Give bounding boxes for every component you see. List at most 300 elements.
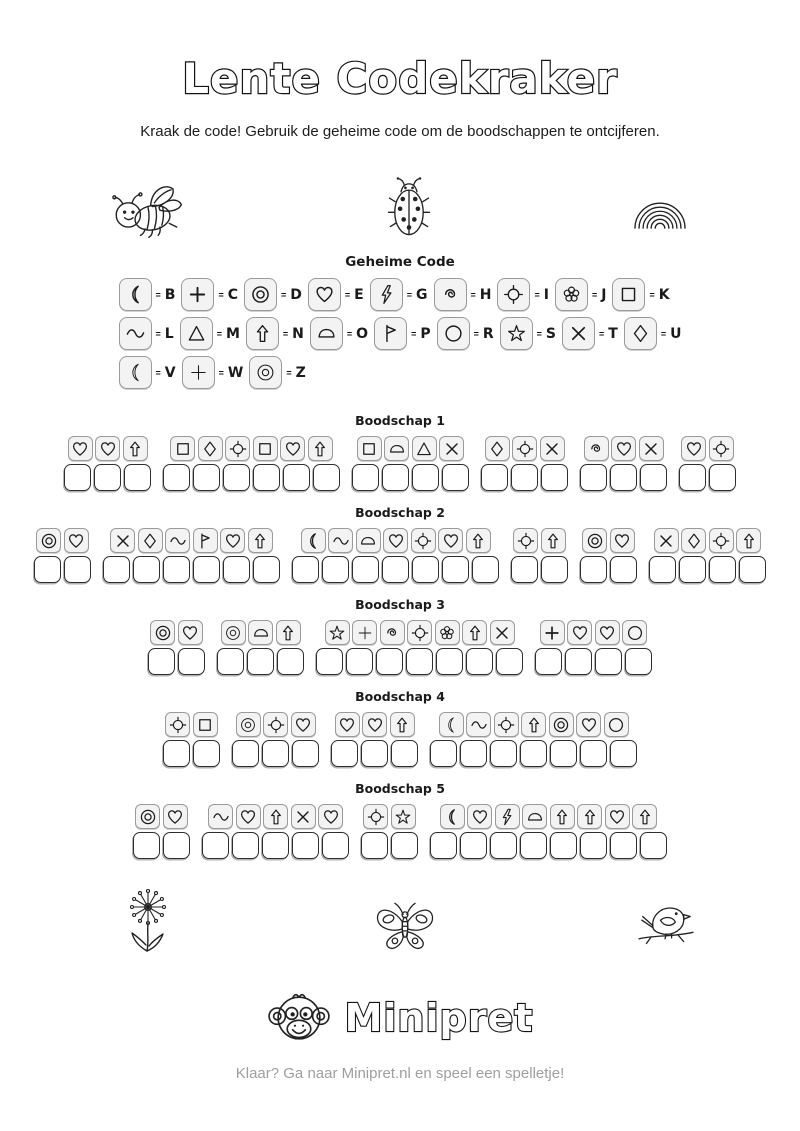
equals-sign: = — [155, 367, 161, 378]
message-section-3 — [0, 597, 800, 675]
answer-box[interactable] — [223, 556, 250, 583]
answer-boxes-row — [148, 648, 205, 675]
symbol-tile — [467, 804, 492, 829]
symbol-tile — [221, 620, 246, 645]
answer-box[interactable] — [103, 556, 130, 583]
symbol-tile — [709, 528, 734, 553]
answer-box[interactable] — [496, 648, 523, 675]
symbol-tile — [325, 620, 350, 645]
message-word — [535, 620, 652, 675]
answer-box[interactable] — [442, 464, 469, 491]
heart-icon — [614, 439, 634, 459]
square-icon — [173, 439, 193, 459]
message-word — [649, 528, 766, 583]
symbol-tile — [193, 528, 218, 553]
answer-box[interactable] — [595, 648, 622, 675]
butterfly-icon — [372, 894, 438, 953]
message-word — [148, 620, 205, 675]
symbol-tile — [612, 278, 645, 311]
message-row — [0, 436, 800, 491]
code-letter: S — [545, 325, 556, 342]
answer-box[interactable] — [580, 556, 607, 583]
answer-box[interactable] — [610, 740, 637, 767]
heart-icon — [607, 807, 627, 827]
answer-boxes-row — [511, 556, 568, 583]
circle-icon — [442, 322, 465, 345]
circle-icon — [625, 623, 645, 643]
footer-note: Klaar? Ga naar Minipret.nl en speel een spelletje! — [235, 1065, 565, 1082]
answer-box[interactable] — [178, 648, 205, 675]
code-letter: V — [164, 364, 176, 381]
symbol-tile — [198, 436, 223, 461]
symbol-tile — [119, 356, 152, 389]
answer-box[interactable] — [331, 740, 358, 767]
wave-icon — [168, 531, 188, 551]
cloud-icon — [251, 623, 271, 643]
dandelion-icon — [122, 885, 174, 961]
monkey-icon — [267, 989, 331, 1047]
bee-icon — [106, 174, 186, 241]
answer-box[interactable] — [316, 648, 343, 675]
answer-box[interactable] — [313, 464, 340, 491]
code-entry-G — [370, 278, 428, 311]
double-circle-thin-icon — [223, 623, 243, 643]
answer-box[interactable] — [64, 464, 91, 491]
answer-boxes-row — [430, 832, 667, 859]
arrow-up-icon — [635, 807, 655, 827]
message-word — [163, 436, 340, 491]
symbol-tile — [437, 317, 470, 350]
answer-box[interactable] — [253, 556, 280, 583]
top-decorations — [0, 168, 800, 246]
answer-box[interactable] — [430, 832, 457, 859]
message-word — [430, 712, 637, 767]
symbol-tiles-row — [357, 436, 465, 461]
equals-sign: = — [470, 289, 476, 300]
answer-box[interactable] — [94, 464, 121, 491]
answer-box[interactable] — [565, 648, 592, 675]
answer-box[interactable] — [541, 464, 568, 491]
symbol-tiles-row — [165, 712, 218, 737]
answer-box[interactable] — [640, 464, 667, 491]
crescent-icon — [303, 531, 323, 551]
symbol-tile — [555, 278, 588, 311]
symbol-tile — [540, 620, 565, 645]
answer-box[interactable] — [679, 556, 706, 583]
symbol-tile — [248, 620, 273, 645]
symbol-tile — [550, 804, 575, 829]
answer-box[interactable] — [382, 464, 409, 491]
answer-box[interactable] — [580, 464, 607, 491]
answer-box[interactable] — [481, 464, 508, 491]
code-letter: L — [164, 325, 174, 342]
answer-boxes-row — [352, 464, 469, 491]
symbol-tile — [64, 528, 89, 553]
circle-icon — [606, 715, 626, 735]
code-letter: T — [608, 325, 618, 342]
symbol-tile — [462, 620, 487, 645]
answer-box[interactable] — [262, 832, 289, 859]
message-section-1 — [0, 413, 800, 491]
equals-sign: = — [599, 328, 605, 339]
answer-box[interactable] — [412, 464, 439, 491]
symbol-tile — [263, 712, 288, 737]
crosshair-icon — [266, 715, 286, 735]
answer-box[interactable] — [133, 556, 160, 583]
answer-box[interactable] — [322, 832, 349, 859]
x-cross-icon — [567, 322, 590, 345]
symbol-tile — [654, 528, 679, 553]
answer-boxes-row — [481, 464, 568, 491]
symbol-tile — [709, 436, 734, 461]
answer-box[interactable] — [640, 832, 667, 859]
answer-box[interactable] — [541, 556, 568, 583]
symbol-tile — [439, 712, 464, 737]
heart-icon — [597, 623, 617, 643]
answer-box[interactable] — [361, 832, 388, 859]
symbol-tile — [138, 528, 163, 553]
answer-box[interactable] — [253, 464, 280, 491]
answer-box[interactable] — [490, 832, 517, 859]
answer-box[interactable] — [391, 740, 418, 767]
answer-box[interactable] — [232, 740, 259, 767]
symbol-tiles-row — [335, 712, 415, 737]
symbol-tile — [119, 317, 152, 350]
answer-box[interactable] — [163, 556, 190, 583]
rainbow-icon — [632, 182, 688, 232]
square-icon — [617, 283, 640, 306]
answer-boxes-row — [64, 464, 151, 491]
equals-sign: = — [660, 328, 667, 339]
equals-sign: = — [282, 328, 289, 339]
symbol-tile — [165, 528, 190, 553]
answer-box[interactable] — [442, 556, 469, 583]
square-icon — [255, 439, 275, 459]
answer-box[interactable] — [472, 556, 499, 583]
answer-box[interactable] — [511, 464, 538, 491]
answer-box[interactable] — [376, 648, 403, 675]
answer-box[interactable] — [292, 832, 319, 859]
symbol-tile — [135, 804, 160, 829]
answer-box[interactable] — [193, 464, 220, 491]
code-letter: H — [479, 286, 492, 303]
diamond-icon — [684, 531, 704, 551]
flower-icon — [560, 283, 583, 306]
message-row — [0, 712, 800, 767]
page-title: Lente Codekraker — [182, 54, 618, 103]
message-word — [511, 528, 568, 583]
answer-box[interactable] — [193, 740, 220, 767]
spiral-icon — [382, 623, 402, 643]
answer-box[interactable] — [649, 556, 676, 583]
symbol-tile — [248, 528, 273, 553]
symbol-tiles-row — [110, 528, 273, 553]
answer-box[interactable] — [709, 556, 736, 583]
answer-box[interactable] — [292, 740, 319, 767]
message-section-4 — [0, 689, 800, 767]
crosshair-icon — [366, 807, 386, 827]
lightning-icon — [497, 807, 517, 827]
symbol-tile — [595, 620, 620, 645]
answer-box[interactable] — [460, 832, 487, 859]
arrow-up-icon — [278, 623, 298, 643]
symbol-tile — [370, 278, 403, 311]
code-entry-Z — [249, 356, 305, 389]
spiral-icon — [439, 283, 462, 306]
symbol-tiles-row — [221, 620, 301, 645]
answer-box[interactable] — [124, 464, 151, 491]
symbol-tile — [253, 436, 278, 461]
code-entry-C — [181, 278, 238, 311]
x-cross-icon — [293, 807, 313, 827]
code-entry-M — [180, 317, 240, 350]
code-letter: M — [225, 325, 240, 342]
answer-box[interactable] — [163, 740, 190, 767]
symbol-tile — [540, 436, 565, 461]
answer-boxes-row — [316, 648, 523, 675]
answer-box[interactable] — [133, 832, 160, 859]
arrow-up-icon — [543, 531, 563, 551]
symbol-tile — [624, 317, 657, 350]
symbol-tile — [263, 804, 288, 829]
symbol-tile — [374, 317, 407, 350]
answer-box[interactable] — [520, 740, 547, 767]
equals-sign: = — [155, 289, 161, 300]
answer-box[interactable] — [511, 556, 538, 583]
equals-sign: = — [591, 289, 598, 300]
answer-box[interactable] — [535, 648, 562, 675]
message-word — [430, 804, 667, 859]
symbol-tile — [485, 436, 510, 461]
answer-boxes-row — [217, 648, 304, 675]
answer-box[interactable] — [163, 464, 190, 491]
lightning-icon — [375, 283, 398, 306]
heart-icon — [321, 807, 341, 827]
code-letter: E — [354, 286, 364, 303]
answer-box[interactable] — [739, 556, 766, 583]
answer-box[interactable] — [679, 464, 706, 491]
answer-box[interactable] — [202, 832, 229, 859]
symbol-tile — [178, 620, 203, 645]
answer-box[interactable] — [247, 648, 274, 675]
symbol-tile — [435, 620, 460, 645]
equals-sign: = — [218, 289, 224, 300]
answer-box[interactable] — [232, 832, 259, 859]
code-row-1 — [119, 278, 670, 311]
double-circle-icon — [551, 715, 571, 735]
spiral-icon — [586, 439, 606, 459]
code-entry-S — [500, 317, 556, 350]
crosshair-icon — [228, 439, 248, 459]
symbol-tile — [180, 317, 213, 350]
code-entry-N — [246, 317, 304, 350]
answer-boxes-row — [580, 556, 637, 583]
wave-icon — [124, 322, 147, 345]
heart-icon — [293, 715, 313, 735]
plus-thin-icon — [187, 361, 210, 384]
answer-box[interactable] — [352, 464, 379, 491]
double-circle-icon — [39, 531, 59, 551]
arrow-up-icon — [468, 531, 488, 551]
double-circle-thin-icon — [238, 715, 258, 735]
answer-box[interactable] — [322, 556, 349, 583]
answer-box[interactable] — [466, 648, 493, 675]
equals-sign: = — [281, 289, 287, 300]
message-word — [64, 436, 151, 491]
symbol-tile — [438, 528, 463, 553]
answer-box[interactable] — [352, 556, 379, 583]
code-letter: O — [356, 325, 369, 342]
crescent-icon — [442, 807, 462, 827]
symbol-tile — [110, 528, 135, 553]
symbol-tile — [440, 804, 465, 829]
answer-box[interactable] — [430, 740, 457, 767]
answer-boxes-row — [103, 556, 280, 583]
symbol-tile — [411, 528, 436, 553]
answer-boxes-row — [649, 556, 766, 583]
code-entry-O — [310, 317, 368, 350]
symbol-tile — [150, 620, 175, 645]
heart-icon — [570, 623, 590, 643]
symbol-tile — [541, 528, 566, 553]
answer-boxes-row — [163, 740, 220, 767]
equals-sign: = — [406, 289, 412, 300]
symbol-tile — [604, 712, 629, 737]
code-entry-J — [555, 278, 606, 311]
answer-box[interactable] — [292, 556, 319, 583]
square-icon — [195, 715, 215, 735]
arrow-up-icon — [465, 623, 485, 643]
answer-box[interactable] — [520, 832, 547, 859]
answer-box[interactable] — [361, 740, 388, 767]
answer-box[interactable] — [412, 556, 439, 583]
arrow-up-icon — [266, 807, 286, 827]
crosshair-icon — [168, 715, 188, 735]
answer-boxes-row — [430, 740, 637, 767]
answer-box[interactable] — [436, 648, 463, 675]
plus-thin-icon — [355, 623, 375, 643]
code-letter: K — [658, 286, 670, 303]
dandelion-rays — [131, 890, 166, 925]
answer-box[interactable] — [277, 648, 304, 675]
message-word — [361, 804, 418, 859]
answer-box[interactable] — [550, 740, 577, 767]
answer-box[interactable] — [610, 832, 637, 859]
heart-icon — [70, 439, 90, 459]
symbol-tile — [356, 528, 381, 553]
answer-boxes-row — [163, 464, 340, 491]
equals-sign: = — [536, 328, 542, 339]
heart-icon — [165, 807, 185, 827]
code-row-3 — [119, 356, 306, 389]
symbol-tile — [521, 712, 546, 737]
symbol-tiles-row — [363, 804, 416, 829]
answer-box[interactable] — [193, 556, 220, 583]
answer-boxes-row — [679, 464, 736, 491]
answer-box[interactable] — [283, 464, 310, 491]
answer-boxes-row — [133, 832, 190, 859]
code-letter: R — [482, 325, 494, 342]
crosshair-icon — [413, 531, 433, 551]
x-cross-icon — [113, 531, 133, 551]
code-letter: N — [292, 325, 304, 342]
answer-box[interactable] — [34, 556, 61, 583]
symbol-tile — [610, 528, 635, 553]
heart-icon — [66, 531, 86, 551]
answer-box[interactable] — [217, 648, 244, 675]
answer-box[interactable] — [64, 556, 91, 583]
symbol-tile — [512, 436, 537, 461]
code-letter: J — [601, 286, 607, 303]
equals-sign: = — [155, 328, 161, 339]
answer-box[interactable] — [580, 832, 607, 859]
answer-boxes-row — [292, 556, 499, 583]
symbol-tile — [357, 436, 382, 461]
x-cross-icon — [656, 531, 676, 551]
symbol-tile — [163, 804, 188, 829]
answer-box[interactable] — [382, 556, 409, 583]
symbol-tile — [577, 804, 602, 829]
cloud-icon — [315, 322, 338, 345]
code-letter: C — [227, 286, 238, 303]
secret-code-table — [119, 278, 682, 389]
code-letter: P — [420, 325, 431, 342]
code-entry-H — [434, 278, 492, 311]
cloud-icon — [358, 531, 378, 551]
symbol-tile — [182, 356, 215, 389]
answer-box[interactable] — [610, 464, 637, 491]
symbol-tile — [562, 317, 595, 350]
symbol-tile — [391, 804, 416, 829]
answer-box[interactable] — [550, 832, 577, 859]
answer-box[interactable] — [460, 740, 487, 767]
double-circle-icon — [585, 531, 605, 551]
cloud-icon — [387, 439, 407, 459]
answer-box[interactable] — [346, 648, 373, 675]
equals-sign: = — [216, 328, 222, 339]
wave-icon — [469, 715, 489, 735]
symbol-tiles-row — [654, 528, 762, 553]
code-entry-L — [119, 317, 174, 350]
message-word — [331, 712, 418, 767]
answer-box[interactable] — [610, 556, 637, 583]
answer-box[interactable] — [490, 740, 517, 767]
answer-box[interactable] — [262, 740, 289, 767]
symbol-tile — [605, 804, 630, 829]
answer-box[interactable] — [625, 648, 652, 675]
equals-sign: = — [286, 367, 292, 378]
symbol-tile — [390, 712, 415, 737]
message-heading: Boodschap 4 — [355, 689, 445, 704]
equals-sign: = — [346, 328, 353, 339]
answer-box[interactable] — [580, 740, 607, 767]
symbol-tile — [622, 620, 647, 645]
answer-box[interactable] — [709, 464, 736, 491]
code-entry-I — [497, 278, 548, 311]
answer-box[interactable] — [391, 832, 418, 859]
answer-boxes-row — [361, 832, 418, 859]
message-word — [133, 804, 190, 859]
answer-box[interactable] — [223, 464, 250, 491]
answer-box[interactable] — [148, 648, 175, 675]
answer-box[interactable] — [406, 648, 433, 675]
symbol-tile — [291, 804, 316, 829]
message-word — [316, 620, 523, 675]
secret-code-heading: Geheime Code — [345, 254, 455, 270]
answer-box[interactable] — [163, 832, 190, 859]
symbol-tile — [363, 804, 388, 829]
arrow-up-icon — [392, 715, 412, 735]
